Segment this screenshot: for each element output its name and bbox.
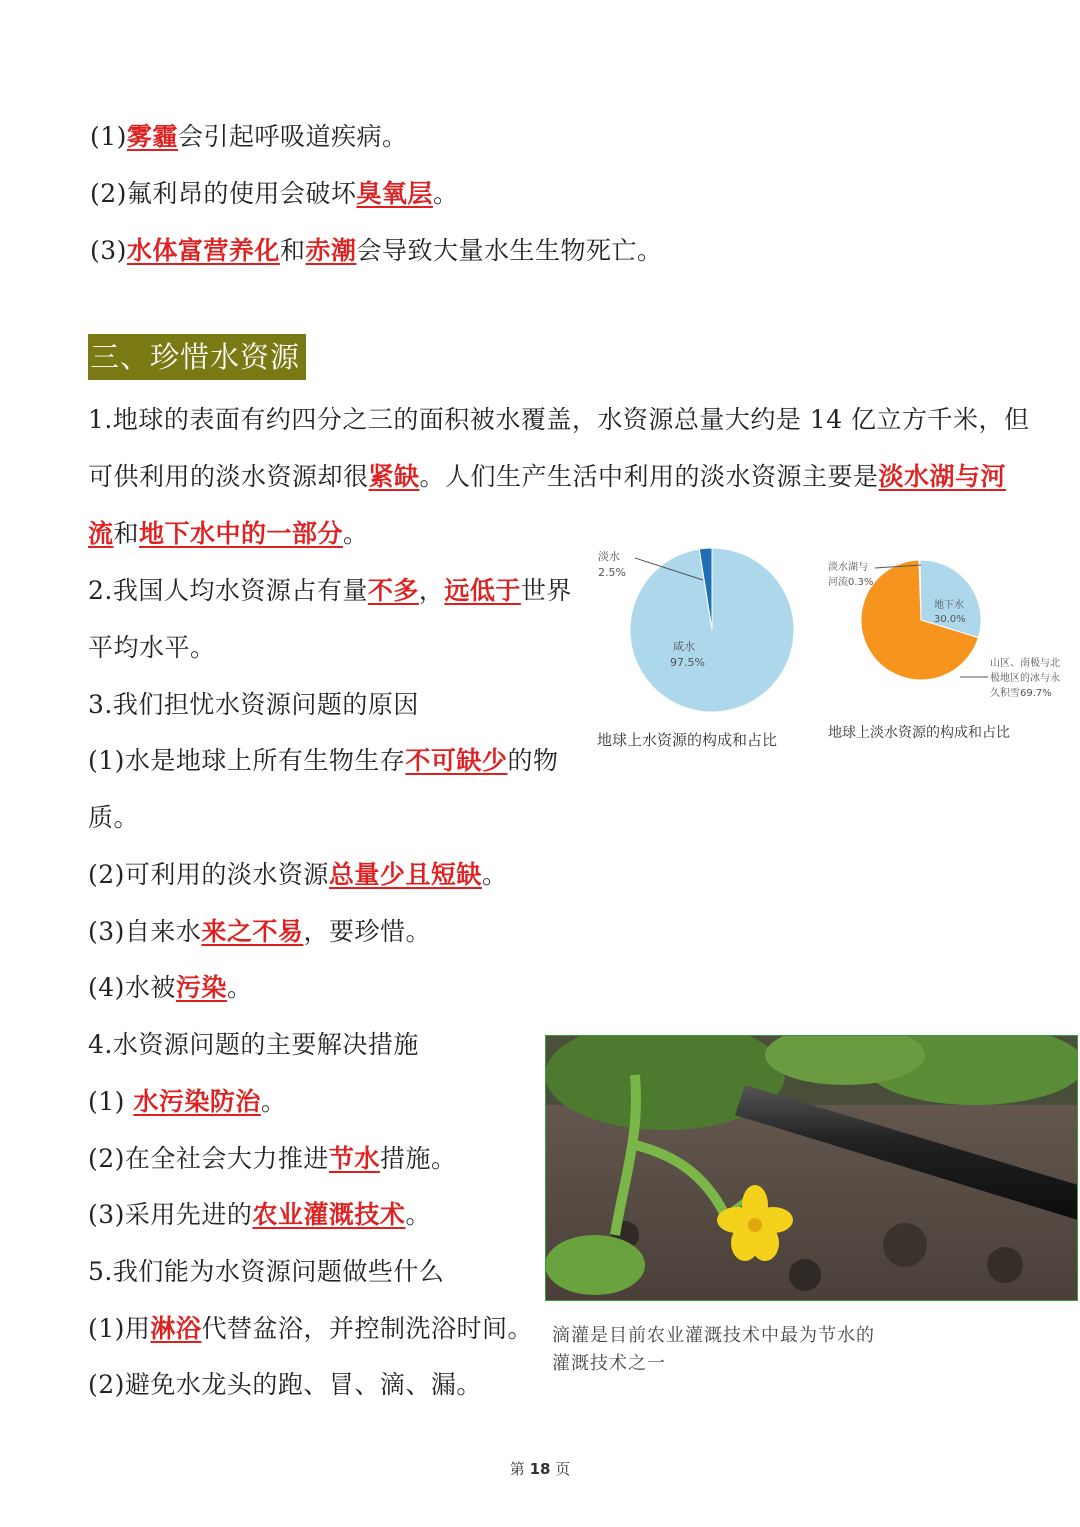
item-freon: (2)氟利昂的使用会破坏臭氧层。 (90, 179, 459, 208)
answer-smog: 雾霾 (126, 122, 178, 151)
item-eutrophication: (3)水体富营养化和赤潮会导致大量水生生物死亡。 (90, 236, 663, 265)
page-number: 18 (529, 1460, 551, 1478)
page-footer: 第 18 页 (509, 1460, 571, 1478)
pie1-title: 地球上水资源的构成和占比 (597, 731, 778, 749)
pie2-label-ice-3: 久积雪69.7% (990, 688, 1052, 699)
para-3-item-3: (3)自来水来之不易，要珍惜。 (88, 917, 431, 946)
pie2-label-ground-2: 30.0% (934, 614, 966, 625)
para-3-item-1-cont: 质。 (88, 803, 140, 832)
pie2-label-ice-1: 山区、南极与北 (990, 658, 1060, 669)
para-3-title: 3.我们担忧水资源问题的原因 (88, 690, 419, 719)
para-1-line-1: 1.地球的表面有约四分之三的面积被水覆盖，水资源总量大约是 14 亿立方千米，但 (88, 405, 1030, 434)
water-charts (585, 540, 1080, 760)
para-4-item-3: (3)采用先进的农业灌溉技术。 (88, 1200, 431, 1229)
para-4-item-1: (1) 水污染防治。 (88, 1087, 287, 1116)
pie1-label-fresh: 淡水 (598, 550, 620, 563)
pie1-slice-1 (630, 548, 794, 712)
para-1-line-3: 流和地下水中的一部分。 (88, 519, 369, 548)
para-3-item-1: (1)水是地球上所有生物生存不可缺少的物 (88, 746, 559, 775)
section-heading: 三、珍惜水资源 (88, 334, 306, 380)
para-4-title: 4.水资源问题的主要解决措施 (88, 1030, 419, 1059)
para-3-item-4: (4)水被污染。 (88, 973, 253, 1002)
pie2-label-lakes-2: 河流0.3% (828, 577, 874, 588)
pie1-value-salt: 97.5% (670, 656, 705, 669)
pie2-label-ice-2: 极地区的冰与永 (990, 673, 1060, 684)
pie2-title: 地球上淡水资源的构成和占比 (828, 725, 1010, 741)
para-5-title: 5.我们能为水资源问题做些什么 (88, 1257, 445, 1286)
photo-caption: 滴灌是目前农业灌溉技术中最为节水的 灌溉技术之一 (552, 1325, 875, 1374)
para-3-item-2: (2)可利用的淡水资源总量少且短缺。 (88, 860, 508, 889)
para-1-line-2: 可供利用的淡水资源却很紧缺。人们生产生活中利用的淡水资源主要是淡水湖与河 (88, 462, 1007, 491)
item-smog: (1)雾霾会引起呼吸道疾病。 (90, 122, 408, 151)
answer-ozone: 臭氧层 (356, 179, 433, 208)
pie2-label-lakes-1: 淡水湖与 (828, 562, 868, 573)
pie1-value-fresh: 2.5% (598, 566, 626, 579)
para-5-item-2: (2)避免水龙头的跑、冒、滴、漏。 (88, 1370, 482, 1399)
para-5-item-1: (1)用淋浴代替盆浴，并控制洗浴时间。 (88, 1314, 533, 1343)
para-2-line-1: 2.我国人均水资源占有量不多，远低于世界 (88, 576, 572, 605)
pie1-label-salt: 咸水 (673, 640, 695, 653)
para-2-line-2: 平均水平。 (88, 633, 216, 662)
pie2-label-ground-1: 地下水 (934, 600, 964, 611)
para-4-item-2: (2)在全社会大力推进节水措施。 (88, 1144, 457, 1173)
drip-irrigation-photo (545, 1035, 1078, 1301)
